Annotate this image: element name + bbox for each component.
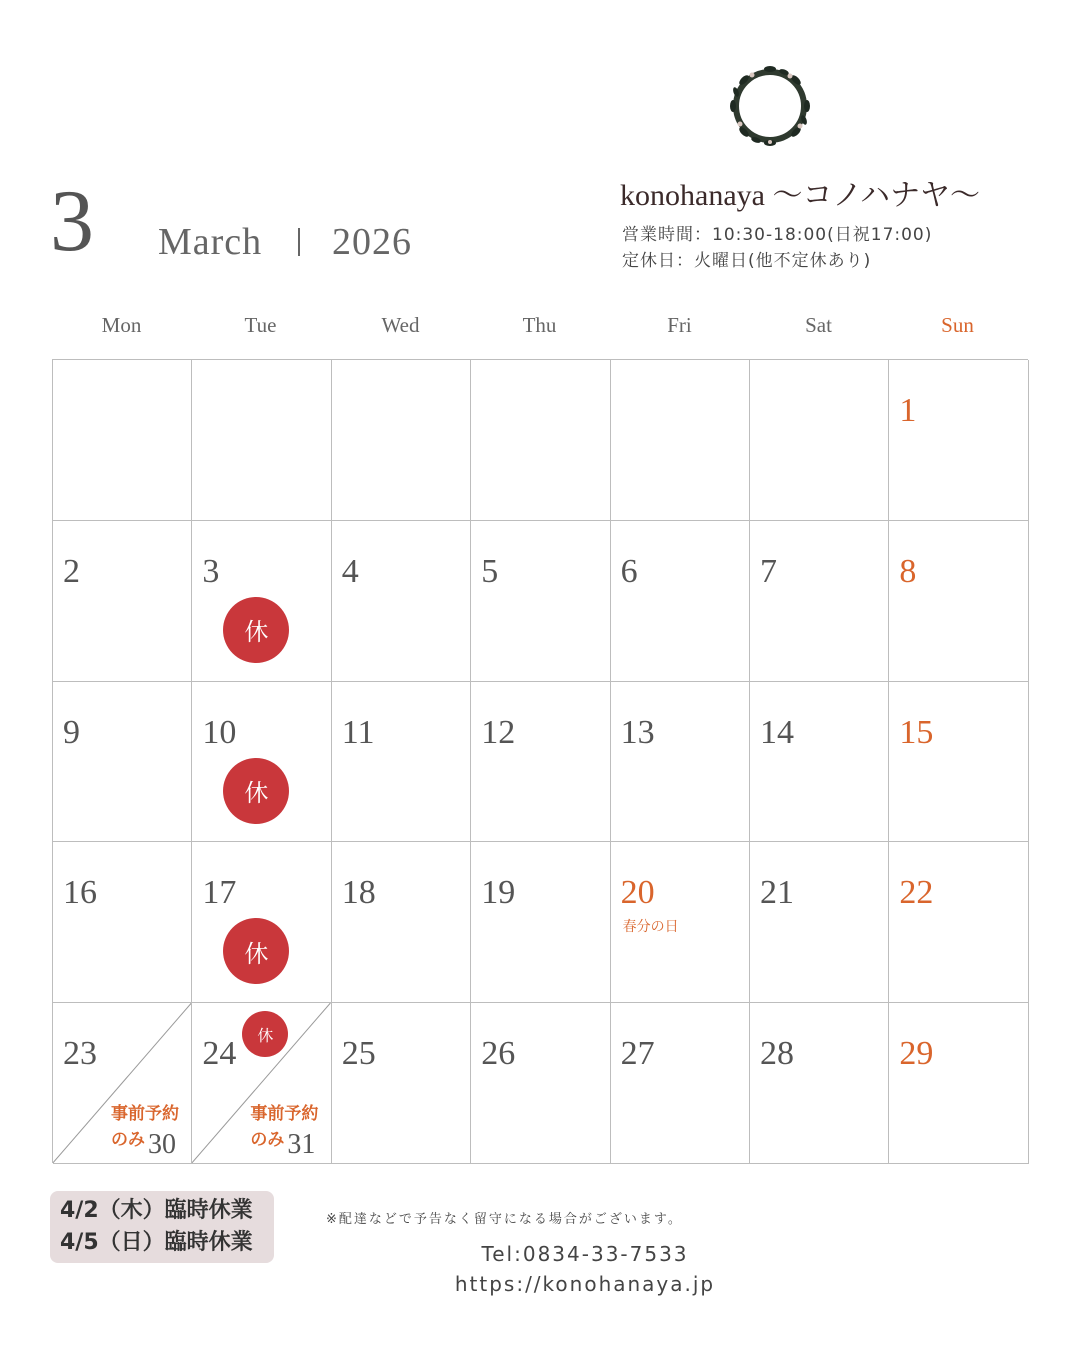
closure-line-1: 4/2（木）臨時休業 <box>60 1198 253 1223</box>
day-number: 27 <box>620 1035 655 1073</box>
day-number: 10 <box>202 713 237 751</box>
day-cell-5 <box>471 521 610 682</box>
shop-name: konohanaya 〜コノハナヤ〜 <box>620 179 981 212</box>
day-cell-2 <box>53 521 192 682</box>
day-number: 29 <box>899 1035 934 1073</box>
day-number: 6 <box>620 552 638 590</box>
day-number: 26 <box>481 1035 516 1073</box>
day-cell-16 <box>53 842 192 1003</box>
split-day-number: 31 <box>287 1129 316 1161</box>
weekday-tue: Tue <box>244 313 277 337</box>
reservation-only-note: 事前予約のみ <box>250 1104 319 1151</box>
day-cell-8 <box>889 521 1028 682</box>
day-cell-19 <box>471 842 610 1003</box>
holiday-name: 春分の日 <box>622 919 679 936</box>
year: 2026 <box>332 221 412 263</box>
day-cell-3 <box>192 521 331 682</box>
weekday-mon: Mon <box>101 313 142 337</box>
weekday-wed: Wed <box>381 313 420 337</box>
empty-day-cell <box>750 360 889 521</box>
day-cell-9 <box>53 682 192 843</box>
day-cell-14 <box>750 682 889 843</box>
day-cell-23 <box>53 1003 192 1164</box>
day-cell-12 <box>471 682 610 843</box>
day-number: 8 <box>899 552 917 590</box>
day-number: 22 <box>899 874 934 912</box>
closed-badge: 休 <box>223 918 289 984</box>
business-hours: 営業時間：10:30-18:00(日祝17:00) <box>622 225 933 245</box>
regular-holiday-info: 定休日：火曜日(他不定休あり) <box>622 251 872 271</box>
empty-day-cell <box>192 360 331 521</box>
day-number: 3 <box>202 552 220 590</box>
day-number: 2 <box>63 552 80 590</box>
closed-badge: 休 <box>223 597 289 663</box>
day-number: 5 <box>481 552 499 590</box>
closure-line-2: 4/5（日）臨時休業 <box>60 1230 253 1255</box>
day-cell-15 <box>889 682 1028 843</box>
weekday-thu: Thu <box>522 313 557 337</box>
day-number: 17 <box>202 874 237 912</box>
day-number: 9 <box>63 713 80 751</box>
website-url: https://konohanaya.jp <box>454 1272 716 1296</box>
calendar-grid <box>52 359 1028 1163</box>
day-number: 20 <box>620 874 655 912</box>
day-cell-25 <box>332 1003 471 1164</box>
day-number: 11 <box>341 713 375 751</box>
empty-day-cell <box>611 360 750 521</box>
weekday-sun: Sun <box>941 313 974 337</box>
day-cell-1 <box>889 360 1028 521</box>
title-separator <box>298 228 300 256</box>
empty-day-cell <box>471 360 610 521</box>
weekday-fri: Fri <box>667 313 692 337</box>
day-cell-22 <box>889 842 1028 1003</box>
day-cell-18 <box>332 842 471 1003</box>
day-number: 14 <box>760 713 794 751</box>
day-number: 4 <box>341 552 359 590</box>
telephone: Tel:0834-33-7533 <box>481 1242 689 1266</box>
day-number: 21 <box>760 874 794 912</box>
day-cell-21 <box>750 842 889 1003</box>
empty-day-cell <box>332 360 471 521</box>
day-cell-6 <box>611 521 750 682</box>
day-number: 25 <box>341 1035 376 1073</box>
day-cell-27 <box>611 1003 750 1164</box>
day-number: 23 <box>63 1035 97 1073</box>
day-number: 19 <box>481 874 516 912</box>
day-number: 28 <box>760 1035 794 1073</box>
day-cell-26 <box>471 1003 610 1164</box>
day-number: 24 <box>202 1035 237 1073</box>
day-number: 13 <box>620 713 655 751</box>
empty-day-cell <box>53 360 192 521</box>
wreath-logo <box>724 58 816 158</box>
day-number: 18 <box>341 874 376 912</box>
day-cell-11 <box>332 682 471 843</box>
day-cell-10 <box>192 682 331 843</box>
split-day-number: 30 <box>148 1129 176 1161</box>
day-number: 16 <box>63 874 97 912</box>
day-number: 1 <box>899 392 917 429</box>
day-cell-24 <box>192 1003 331 1164</box>
day-cell-28 <box>750 1003 889 1164</box>
day-cell-13 <box>611 682 750 843</box>
day-cell-29 <box>889 1003 1028 1164</box>
reservation-only-note: 事前予約のみ <box>111 1104 179 1151</box>
day-cell-4 <box>332 521 471 682</box>
day-number: 7 <box>760 552 777 590</box>
day-cell-20 <box>611 842 750 1003</box>
weekday-sat: Sat <box>805 313 832 337</box>
closed-badge: 休 <box>242 1011 288 1057</box>
month-number: 3 <box>50 173 94 270</box>
day-number: 15 <box>899 713 934 751</box>
day-cell-17 <box>192 842 331 1003</box>
month-name: March <box>158 221 263 263</box>
closed-badge: 休 <box>223 758 289 824</box>
delivery-note: ※配達などで予告なく留守になる場合がございます。 <box>326 1212 683 1227</box>
day-cell-7 <box>750 521 889 682</box>
day-number: 12 <box>481 713 516 751</box>
